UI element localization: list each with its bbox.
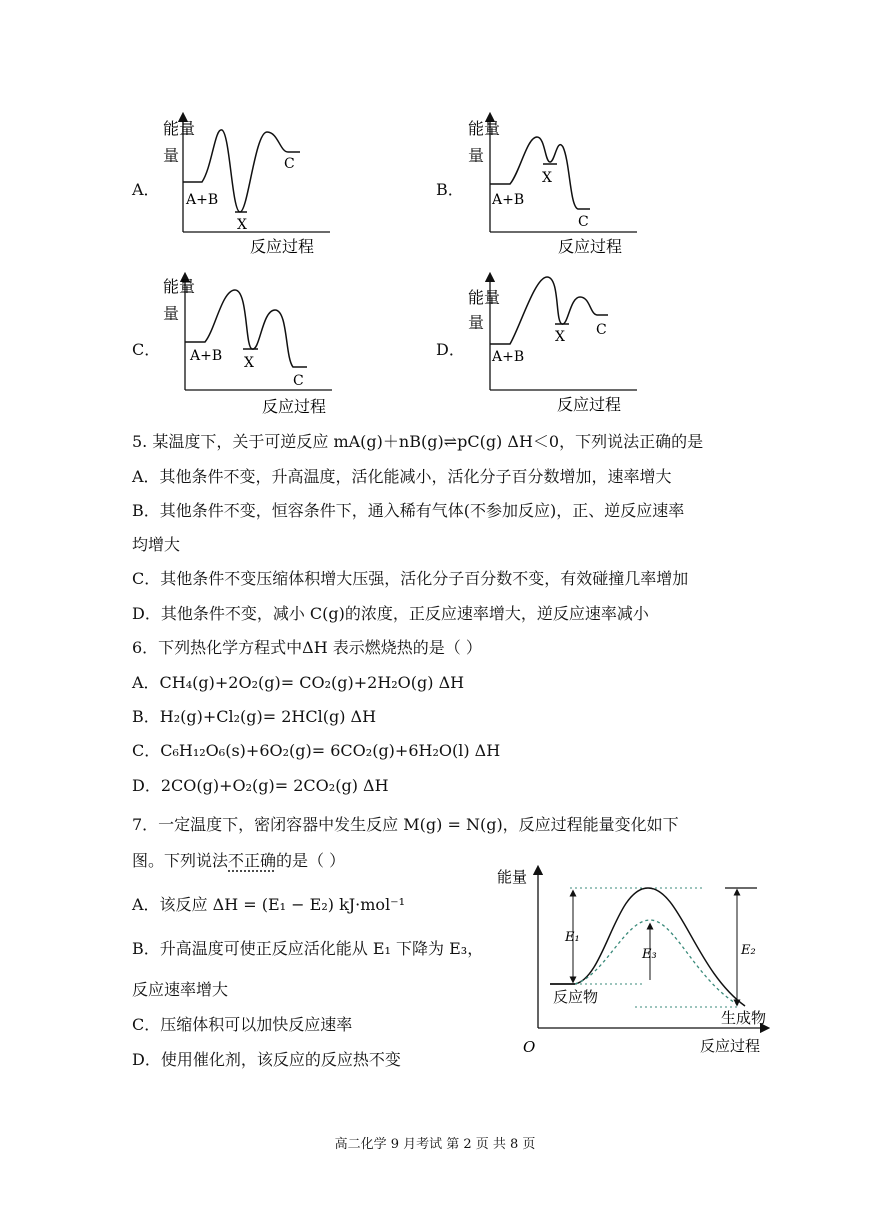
- q6-stem: 6．下列热化学方程式中ΔH 表示燃烧热的是（ ）: [132, 638, 482, 657]
- c-label-b: C: [578, 214, 589, 230]
- c-label-d: C: [596, 322, 607, 338]
- q5-option-d: D．其他条件不变，减小 C(g)的浓度，正反应速率增大，逆反应速率减小: [132, 604, 649, 623]
- q7-option-b-line1: B．升高温度可使正反应活化能从 E₁ 下降为 E₃，: [132, 939, 484, 958]
- page-footer: 高二化学 9 月考试 第 2 页 共 8 页: [334, 1137, 536, 1152]
- energy-label-d: 能量: [468, 288, 501, 307]
- energy-label-c2: 量: [163, 304, 180, 323]
- x-label-d: X: [555, 329, 565, 345]
- q6-option-a: A．CH₄(g)+2O₂(g)= CO₂(g)+2H₂O(g) ΔH: [132, 673, 465, 692]
- energy-label-b2: 量: [468, 146, 485, 165]
- option-c-label: C．: [132, 340, 161, 359]
- energy-label-d2: 量: [468, 313, 485, 332]
- q7-reactant-label: 反应物: [553, 988, 599, 1006]
- q7-e2-label: E₂: [741, 943, 756, 958]
- x-label-c: X: [244, 355, 254, 371]
- energy-diagram-a: [160, 112, 340, 257]
- q7-option-a: A．该反应 ΔH = (E₁ − E₂) kJ·mol⁻¹: [132, 895, 406, 914]
- q7-energy-graph: [495, 860, 785, 1060]
- q5-option-c: C．其他条件不变压缩体积增大压强，活化分子百分数不变，有效碰撞几率增加: [132, 569, 689, 588]
- energy-label-b: 能量: [468, 119, 501, 138]
- reactants-label-b: A+B: [492, 192, 525, 208]
- q6-option-c: C．C₆H₁₂O₆(s)+6O₂(g)= 6CO₂(g)+6H₂O(l) ΔH: [132, 741, 501, 760]
- q7-origin-label: O: [523, 1038, 536, 1056]
- q6-option-b: B．H₂(g)+Cl₂(g)= 2HCl(g) ΔH: [132, 707, 377, 726]
- q7-product-label: 生成物: [721, 1009, 767, 1027]
- q5-stem: 5. 某温度下，关于可逆反应 mA(g)＋nB(g)⇌pC(g) ΔH＜0，下列说法正确的是: [132, 432, 704, 451]
- energy-label-c: 能量: [163, 277, 196, 296]
- x-label-b: X: [542, 170, 552, 186]
- q7-option-c: C．压缩体积可以加快反应速率: [132, 1015, 353, 1034]
- q5-option-a: A．其他条件不变，升高温度，活化能减小，活化分子百分数增加，速率增大: [132, 467, 672, 486]
- process-label-a: 反应过程: [250, 237, 315, 256]
- q7-energy-label: 能量: [497, 868, 528, 886]
- q5-option-b-line1: B．其他条件不变，恒容条件下，通入稀有气体(不参加反应)，正、逆反应速率: [132, 501, 685, 520]
- q7-option-b-line2: 反应速率增大: [132, 980, 229, 999]
- option-b-label: B．: [436, 180, 464, 199]
- q7-option-d: D．使用催化剂，该反应的反应热不变: [132, 1050, 401, 1069]
- energy-diagram-c: [160, 272, 340, 417]
- q7-e1-label: E₁: [565, 930, 580, 945]
- option-a-label: A．: [132, 180, 160, 199]
- q5-option-b-line2: 均增大: [132, 535, 181, 554]
- reactants-label-a: A+B: [186, 192, 219, 208]
- energy-diagram-b: [465, 112, 645, 257]
- x-label-a: X: [237, 217, 247, 233]
- c-label-c: C: [293, 373, 304, 389]
- process-label-c: 反应过程: [262, 397, 327, 416]
- q6-option-d: D．2CO(g)+O₂(g)= 2CO₂(g) ΔH: [132, 776, 389, 795]
- reactants-label-c: A+B: [190, 348, 223, 364]
- energy-label-a2: 量: [163, 146, 180, 165]
- q7-emphasis: 不正确: [228, 851, 277, 870]
- q7-stem-line1: 7．一定温度下，密闭容器中发生反应 M(g) = N(g)，反应过程能量变化如下: [132, 815, 679, 834]
- q7-e3-label: E₃: [642, 947, 657, 962]
- energy-diagram-d: [465, 272, 645, 417]
- process-label-b: 反应过程: [558, 237, 623, 256]
- q7-process-label: 反应过程: [700, 1037, 761, 1055]
- process-label-d: 反应过程: [557, 395, 622, 414]
- energy-label-a: 能量: [163, 119, 196, 138]
- q7-stem-line2: 图。下列说法不正确的是（ ）: [132, 851, 346, 870]
- reactants-label-d: A+B: [492, 349, 525, 365]
- option-d-label: D．: [436, 340, 465, 359]
- c-label-a: C: [284, 156, 295, 172]
